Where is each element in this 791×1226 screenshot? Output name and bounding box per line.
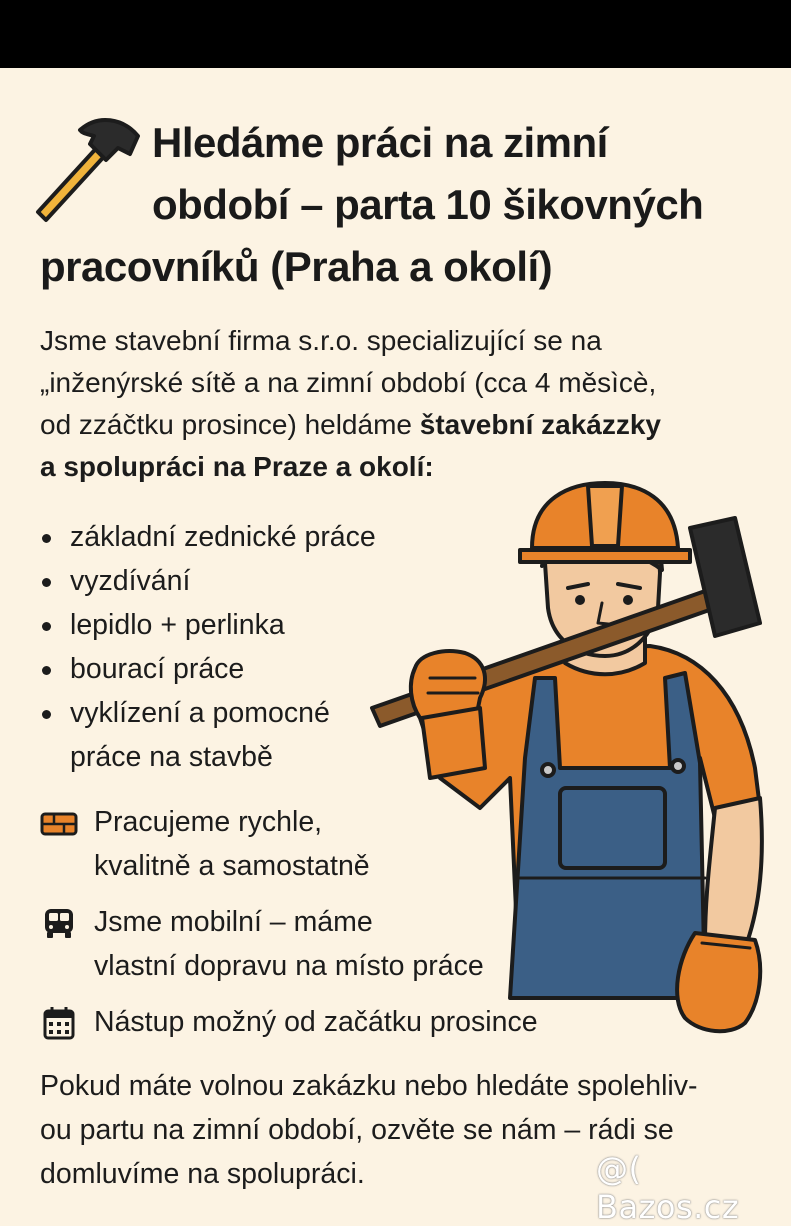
feature-line-2: kvalitně a samostatně — [94, 850, 370, 882]
list-item-text: bourací práce — [70, 653, 245, 685]
title-line-3: pracovníků (Praha a okolí) — [40, 243, 553, 290]
intro-line-3-bold: štavební zakázzky — [419, 409, 661, 440]
top-black-bar — [0, 0, 791, 68]
list-item-text: základní zednické práce — [70, 521, 376, 553]
bullet-dot — [42, 534, 51, 543]
calendar-icon — [40, 1006, 78, 1040]
bullet-dot — [42, 578, 51, 587]
title-line-2: období – parta 10 šikovných — [152, 181, 704, 228]
feature-line-2: vlastní dopravu na místo práce — [94, 950, 484, 982]
intro-line-1: Jsme stavební firma s.r.o. specializující se na — [40, 325, 602, 356]
list-item-text: lepidlo + perlinka — [70, 609, 285, 641]
list-item-text-continued: práce na stavbě — [70, 741, 273, 773]
bullet-dot — [42, 622, 51, 631]
title-line-1: Hledáme práci na zimní — [152, 119, 608, 166]
bazos-watermark: @( Bazos.cz — [596, 1150, 740, 1226]
outro-line-2: ou partu na zimní období, ozvěte se nám – rádi se — [40, 1114, 674, 1146]
intro-paragraph — [40, 320, 770, 488]
feature-line-1: Pracujeme rychle, — [94, 806, 323, 838]
intro-line-2: „inženýrské sítě a na zimní období (cca 4 měsìcè, — [40, 367, 657, 398]
list-item — [40, 603, 376, 647]
feature-line-1: Nástup možný od začátku prosince — [94, 1006, 538, 1038]
outro-line-3: domluvíme na spolupráci. — [40, 1158, 365, 1190]
bullet-dot — [42, 666, 51, 675]
intro-line-3 — [40, 404, 770, 446]
van-icon — [40, 906, 78, 940]
brick-icon — [40, 806, 78, 840]
construction-worker-illustration — [360, 478, 791, 1038]
intro-line-3-text: od zzáčtku prosince) heldáme — [40, 409, 420, 440]
page-title — [40, 112, 780, 298]
services-list — [40, 515, 376, 779]
list-item-text: vyklízení a pomocné — [70, 697, 330, 729]
list-item — [40, 691, 376, 779]
bullet-dot — [42, 710, 51, 719]
list-item — [40, 515, 376, 559]
list-item-text: vyzdívání — [70, 565, 191, 597]
outro-line-1: Pokud máte volnou zakázku nebo hledáte spolehliv- — [40, 1070, 698, 1102]
feature-line-1: Jsme mobilní – máme — [94, 906, 373, 938]
list-item — [40, 559, 376, 603]
list-item — [40, 647, 376, 691]
intro-line-4: a spolupráci na Praze a okolí: — [40, 451, 434, 482]
